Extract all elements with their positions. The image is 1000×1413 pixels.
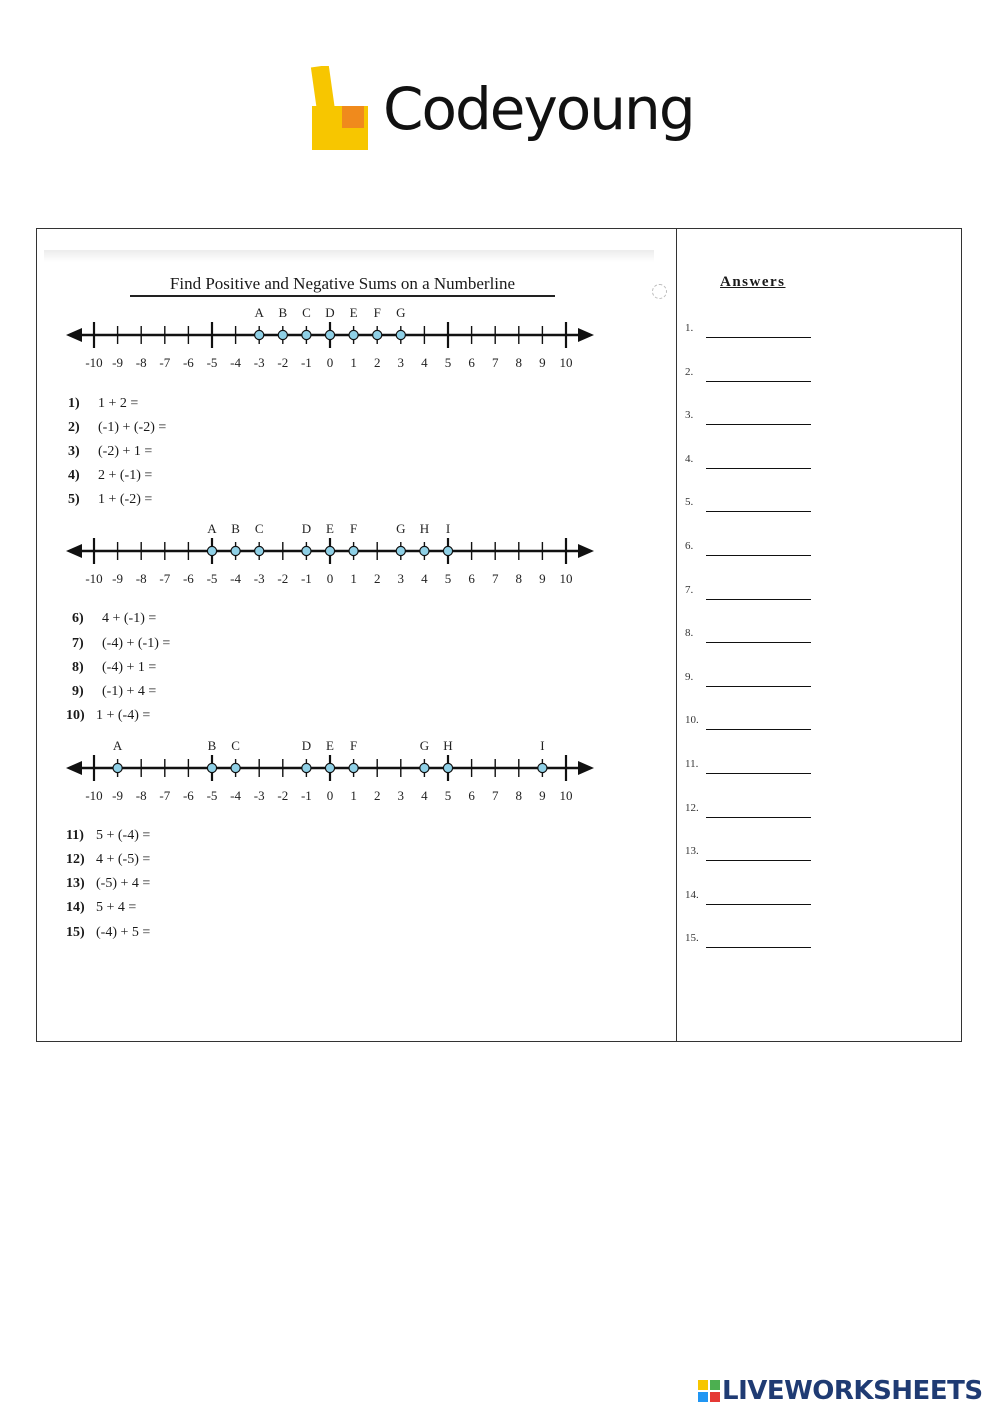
tick-label: -9 <box>112 788 124 803</box>
point-label: I <box>445 521 451 536</box>
answer-row-1 <box>685 322 815 340</box>
problem-expression: (-4) + 1 = <box>102 660 157 675</box>
problem-9 <box>72 684 156 700</box>
problem-number: 11) <box>66 828 84 843</box>
tick-label: -4 <box>230 788 242 803</box>
problem-number: 13) <box>66 876 85 891</box>
answer-input-3[interactable] <box>706 409 811 425</box>
answer-row-5 <box>685 496 815 514</box>
answer-row-8 <box>685 627 815 645</box>
tick-label: 2 <box>373 788 381 803</box>
answer-row-10 <box>685 714 815 732</box>
tick-label: 9 <box>539 571 546 586</box>
point-marker <box>278 330 287 339</box>
tick-label: -8 <box>135 788 147 803</box>
point-marker <box>113 763 122 772</box>
answer-input-9[interactable] <box>706 671 811 687</box>
tick-label: -6 <box>182 571 194 586</box>
point-label: A <box>112 738 123 753</box>
problem-number: 14) <box>66 900 85 915</box>
tick-label: 5 <box>444 571 452 586</box>
point-label: A <box>254 305 264 320</box>
scan-artifact <box>652 284 667 299</box>
point-marker <box>255 546 264 555</box>
codeyoung-logo-icon <box>308 66 372 154</box>
tick-label: 5 <box>444 355 452 370</box>
tick-label: -7 <box>159 571 171 586</box>
tick-label: -1 <box>300 788 312 803</box>
problem-14 <box>66 900 136 916</box>
point-label: A <box>207 521 217 536</box>
right-arrow-icon <box>578 544 594 558</box>
tick-label: -1 <box>300 355 312 370</box>
problem-4 <box>68 468 152 484</box>
point-label: F <box>349 738 358 753</box>
point-label: G <box>396 521 406 536</box>
point-label: D <box>325 305 335 320</box>
tick-label: -5 <box>206 355 218 370</box>
answer-row-13 <box>685 845 815 863</box>
point-marker <box>207 546 216 555</box>
tick-label: 0 <box>326 571 334 586</box>
liveworksheets-brand: LIVEWORKSHEETS <box>722 1376 983 1406</box>
answer-row-12 <box>685 802 815 820</box>
problem-5 <box>68 492 152 508</box>
answer-input-7[interactable] <box>706 584 811 600</box>
answer-input-14[interactable] <box>706 889 811 905</box>
point-marker <box>325 763 334 772</box>
point-marker <box>420 763 429 772</box>
answer-input-13[interactable] <box>706 845 811 861</box>
answer-row-4 <box>685 453 815 471</box>
tick-label: 8 <box>515 355 523 370</box>
answer-row-7 <box>685 584 815 602</box>
point-marker <box>538 763 547 772</box>
tick-label: -9 <box>112 355 124 370</box>
tick-label: -1 <box>300 571 312 586</box>
tick-label: -6 <box>182 788 194 803</box>
answer-number: 9. <box>685 670 694 683</box>
point-marker <box>349 546 358 555</box>
problem-number: 7) <box>72 636 84 651</box>
problem-number: 6) <box>72 611 84 626</box>
problem-number: 8) <box>72 660 84 675</box>
point-marker <box>302 763 311 772</box>
tick-label: -10 <box>85 355 103 370</box>
tick-label: -10 <box>85 788 103 803</box>
problem-expression: (-4) + (-1) = <box>102 636 171 651</box>
tick-label: -8 <box>135 355 147 370</box>
problem-expression: 2 + (-1) = <box>98 468 153 483</box>
problem-12 <box>66 852 150 868</box>
tick-label: 1 <box>350 571 357 586</box>
point-marker <box>231 763 240 772</box>
problem-expression: 4 + (-1) = <box>102 611 157 626</box>
point-marker <box>255 330 264 339</box>
problem-expression: 1 + (-4) = <box>96 708 151 723</box>
tick-label: -7 <box>159 355 171 370</box>
tick-label: 8 <box>515 571 523 586</box>
brand-name: Codeyoung <box>383 75 694 143</box>
tick-label: -9 <box>112 571 124 586</box>
tick-label: 1 <box>350 788 357 803</box>
answer-number: 13. <box>685 845 699 858</box>
point-marker <box>349 330 358 339</box>
point-label: D <box>301 738 312 753</box>
answer-number: 3. <box>685 409 694 422</box>
problem-number: 12) <box>66 852 85 867</box>
tick-label: 3 <box>397 788 405 803</box>
tick-label: 1 <box>350 355 357 370</box>
problem-number: 4) <box>68 468 80 483</box>
tick-label: -8 <box>135 571 147 586</box>
tick-label: 6 <box>468 571 475 586</box>
tick-label: 3 <box>397 355 405 370</box>
problem-expression: (-1) + (-2) = <box>98 420 167 435</box>
answer-row-6 <box>685 540 815 558</box>
problem-expression: 4 + (-5) = <box>96 852 151 867</box>
point-label: F <box>373 305 381 320</box>
point-label: G <box>419 738 430 753</box>
answer-number: 12. <box>685 801 699 814</box>
problem-6 <box>72 611 156 627</box>
problem-number: 2) <box>68 420 80 435</box>
tick-label: 7 <box>491 355 499 370</box>
tick-label: 6 <box>468 355 475 370</box>
left-arrow-icon <box>66 761 82 775</box>
point-label: G <box>396 305 406 320</box>
point-label: C <box>254 521 264 536</box>
problem-expression: (-1) + 4 = <box>102 684 157 699</box>
answer-input-11[interactable] <box>706 758 811 774</box>
point-label: D <box>301 521 312 536</box>
tick-label: 9 <box>539 355 546 370</box>
numberline-1 <box>60 302 600 377</box>
left-arrow-icon <box>66 544 82 558</box>
problem-expression: 5 + (-4) = <box>96 828 151 843</box>
liveworksheets-logo-icon <box>698 1380 720 1402</box>
answer-input-6[interactable] <box>706 540 811 556</box>
problem-number: 5) <box>68 492 80 507</box>
answer-number: 4. <box>685 452 694 465</box>
answer-input-12[interactable] <box>706 802 811 818</box>
numberline-2 <box>60 518 600 593</box>
problem-number: 15) <box>66 925 85 940</box>
column-divider <box>676 229 677 1042</box>
answer-number: 15. <box>685 932 699 945</box>
point-label: B <box>278 305 288 320</box>
point-label: H <box>419 521 430 536</box>
problem-13 <box>66 876 150 892</box>
point-marker <box>231 546 240 555</box>
point-marker <box>325 546 334 555</box>
point-label: E <box>326 738 334 753</box>
point-label: C <box>231 738 240 753</box>
answer-row-11 <box>685 758 815 776</box>
answer-number: 6. <box>685 540 694 552</box>
answer-number: 1. <box>685 322 694 334</box>
point-label: B <box>207 738 217 753</box>
problem-number: 9) <box>72 684 84 699</box>
tick-label: 10 <box>559 355 573 370</box>
tick-label: 6 <box>468 788 475 803</box>
point-label: F <box>349 521 358 536</box>
tick-label: 3 <box>397 571 405 586</box>
tick-label: 10 <box>559 571 573 586</box>
answer-number: 5. <box>685 496 694 509</box>
point-label: H <box>443 738 453 753</box>
tick-label: 4 <box>421 355 428 370</box>
problem-7 <box>72 636 170 652</box>
tick-label: 10 <box>559 788 573 803</box>
problem-expression: 1 + 2 = <box>98 396 139 411</box>
answer-input-4[interactable] <box>706 453 811 469</box>
problem-11 <box>66 828 150 844</box>
tick-label: -2 <box>277 788 289 803</box>
answer-number: 10. <box>685 714 699 727</box>
answer-number: 8. <box>685 627 694 640</box>
problem-expression: (-4) + 5 = <box>96 925 151 940</box>
answer-row-9 <box>685 671 815 689</box>
point-marker <box>325 330 334 339</box>
answer-number: 14. <box>685 888 699 901</box>
problem-expression: (-5) + 4 = <box>96 876 151 891</box>
point-label: B <box>231 521 240 536</box>
tick-label: 4 <box>421 788 428 803</box>
point-label: E <box>326 521 334 536</box>
numberline-3 <box>60 735 600 810</box>
point-label: I <box>540 738 545 753</box>
tick-label: 7 <box>491 788 499 803</box>
point-marker <box>443 763 452 772</box>
problem-2 <box>68 420 166 436</box>
problem-number: 10) <box>66 708 85 723</box>
problem-10 <box>66 708 150 724</box>
tick-label: 7 <box>491 571 499 586</box>
tick-label: -2 <box>277 355 289 370</box>
tick-label: -10 <box>85 571 103 586</box>
point-marker <box>443 546 452 555</box>
point-label: E <box>349 305 358 320</box>
answer-row-14 <box>685 889 815 907</box>
point-marker <box>396 546 405 555</box>
answers-title: Answers <box>720 274 786 290</box>
tick-label: 0 <box>326 355 334 370</box>
title-underline <box>130 295 555 297</box>
answer-input-2[interactable] <box>706 366 811 382</box>
tick-label: -3 <box>253 571 265 586</box>
answer-number: 2. <box>685 365 694 378</box>
problem-expression: (-2) + 1 = <box>98 444 153 459</box>
point-label: C <box>302 305 311 320</box>
tick-label: 0 <box>326 788 334 803</box>
tick-label: 4 <box>421 571 428 586</box>
point-marker <box>396 330 405 339</box>
problem-3 <box>68 444 152 460</box>
point-marker <box>373 330 382 339</box>
answer-input-5[interactable] <box>706 496 811 512</box>
problem-15 <box>66 925 150 941</box>
worksheet-title: Find Positive and Negative Sums on a Numberline <box>169 274 516 293</box>
tick-label: -5 <box>206 571 218 586</box>
answer-input-8[interactable] <box>706 627 811 643</box>
answer-input-1[interactable] <box>706 322 811 338</box>
tick-label: -3 <box>253 355 265 370</box>
answer-number: 11. <box>685 758 699 770</box>
tick-label: -2 <box>277 571 289 586</box>
problem-8 <box>72 660 156 676</box>
point-marker <box>207 763 216 772</box>
tick-label: -4 <box>230 355 242 370</box>
tick-label: 8 <box>515 788 523 803</box>
tick-label: -6 <box>182 355 194 370</box>
right-arrow-icon <box>578 761 594 775</box>
answer-input-10[interactable] <box>706 714 811 730</box>
problem-number: 3) <box>68 444 80 459</box>
tick-label: 9 <box>539 788 546 803</box>
answer-row-3 <box>685 409 815 427</box>
tick-label: -5 <box>206 788 218 803</box>
scan-shadow <box>44 250 654 262</box>
answer-number: 7. <box>685 583 694 596</box>
problem-expression: 1 + (-2) = <box>98 492 153 507</box>
tick-label: -4 <box>230 571 242 586</box>
problem-number: 1) <box>68 396 80 411</box>
point-marker <box>302 330 311 339</box>
tick-label: 5 <box>444 788 452 803</box>
point-marker <box>420 546 429 555</box>
answer-row-15 <box>685 932 815 950</box>
tick-label: -3 <box>253 788 265 803</box>
point-marker <box>349 763 358 772</box>
problem-expression: 5 + 4 = <box>96 900 137 915</box>
problem-1 <box>68 396 138 412</box>
tick-label: 2 <box>373 571 381 586</box>
tick-label: 2 <box>373 355 381 370</box>
tick-label: -7 <box>159 788 171 803</box>
answer-input-15[interactable] <box>706 932 811 948</box>
answer-row-2 <box>685 366 815 384</box>
right-arrow-icon <box>578 328 594 342</box>
left-arrow-icon <box>66 328 82 342</box>
point-marker <box>302 546 311 555</box>
